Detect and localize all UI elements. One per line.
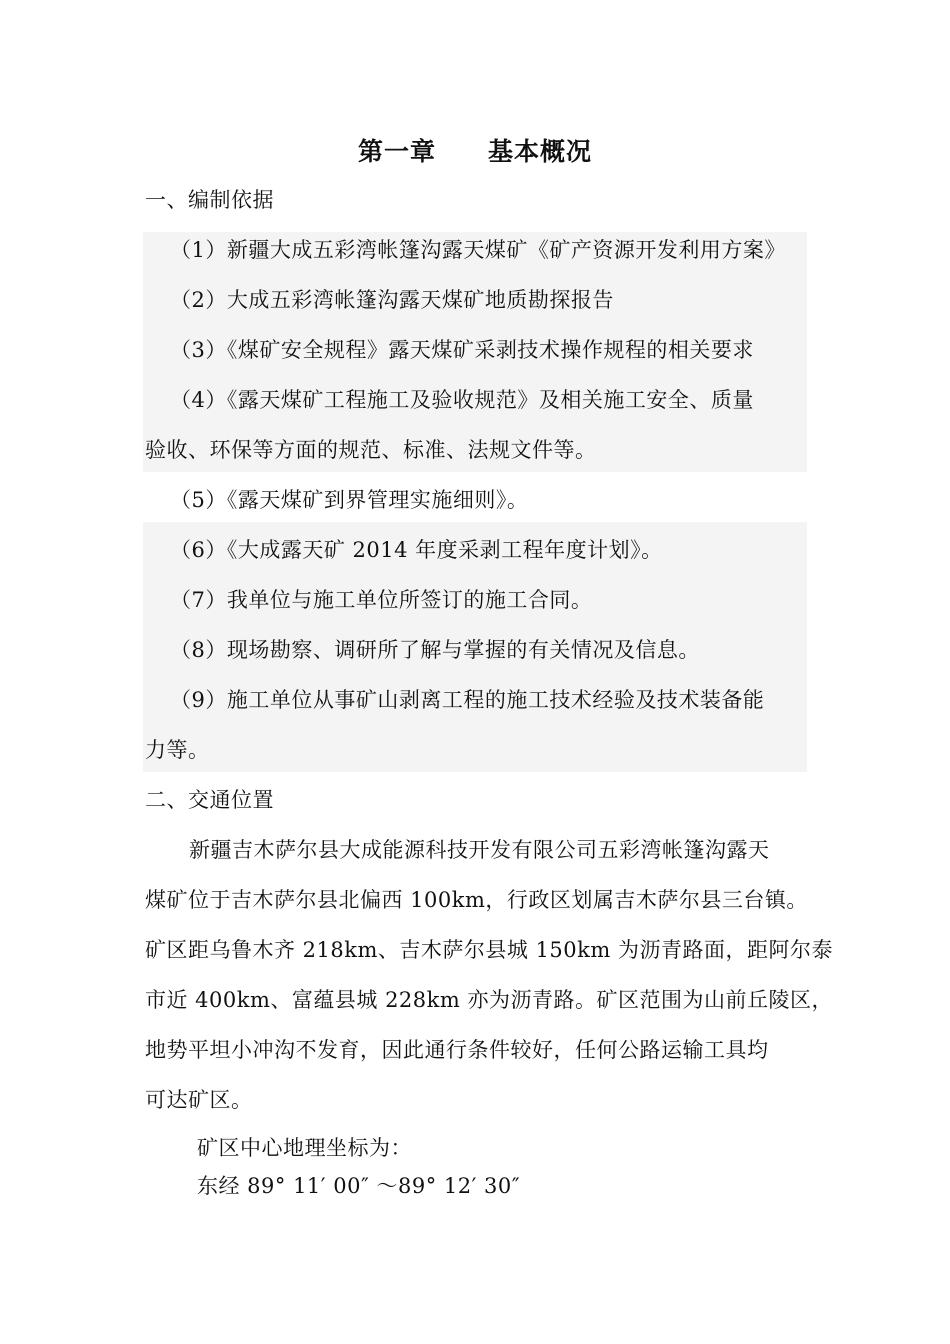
- longitude-value: 东经 89° 11′ 00″ ～89° 12′ 30″: [197, 1174, 521, 1198]
- location-paragraph-line-2: 煤矿位于吉木萨尔县北偏西 100km，行政区划属吉木萨尔县三台镇。: [145, 888, 808, 912]
- location-paragraph-line-1: 新疆吉木萨尔县大成能源科技开发有限公司五彩湾帐篷沟露天: [189, 838, 770, 862]
- location-paragraph-line-5: 地势平坦小冲沟不发育，因此通行条件较好，任何公路运输工具均: [145, 1038, 769, 1062]
- section-heading-basis: 一、编制依据: [145, 188, 274, 212]
- coordinates-label: 矿区中心地理坐标为：: [197, 1136, 412, 1160]
- basis-item-1: （1）新疆大成五彩湾帐篷沟露天煤矿《矿产资源开发利用方案》: [170, 238, 786, 262]
- location-paragraph-line-4: 市近 400km、富蕴县城 228km 亦为沥青路。矿区范围为山前丘陵区，: [145, 988, 833, 1012]
- chapter-title: 第一章 基本概况: [357, 137, 592, 166]
- basis-item-9-cont: 力等。: [145, 738, 210, 762]
- section-heading-location: 二、交通位置: [145, 788, 274, 812]
- basis-item-7: （7）我单位与施工单位所签订的施工合同。: [170, 588, 593, 612]
- basis-item-9: （9）施工单位从事矿山剥离工程的施工技术经验及技术装备能: [170, 688, 765, 712]
- basis-item-4-cont: 验收、环保等方面的规范、标准、法规文件等。: [145, 438, 597, 462]
- basis-item-8: （8）现场勘察、调研所了解与掌握的有关情况及信息。: [170, 638, 700, 662]
- basis-item-6: （6）《大成露天矿 2014 年度采剥工程年度计划》。: [170, 538, 663, 562]
- basis-item-5: （5）《露天煤矿到界管理实施细则》。: [170, 488, 529, 512]
- basis-item-4: （4）《露天煤矿工程施工及验收规范》及相关施工安全、质量: [170, 388, 754, 412]
- basis-item-2: （2）大成五彩湾帐篷沟露天煤矿地质勘探报告: [170, 288, 614, 312]
- basis-item-3: （3）《煤矿安全规程》露天煤矿采剥技术操作规程的相关要求: [170, 338, 754, 362]
- location-paragraph-line-6: 可达矿区。: [145, 1088, 253, 1112]
- location-paragraph-line-3: 矿区距乌鲁木齐 218km、吉木萨尔县城 150km 为沥青路面，距阿尔泰: [145, 938, 833, 962]
